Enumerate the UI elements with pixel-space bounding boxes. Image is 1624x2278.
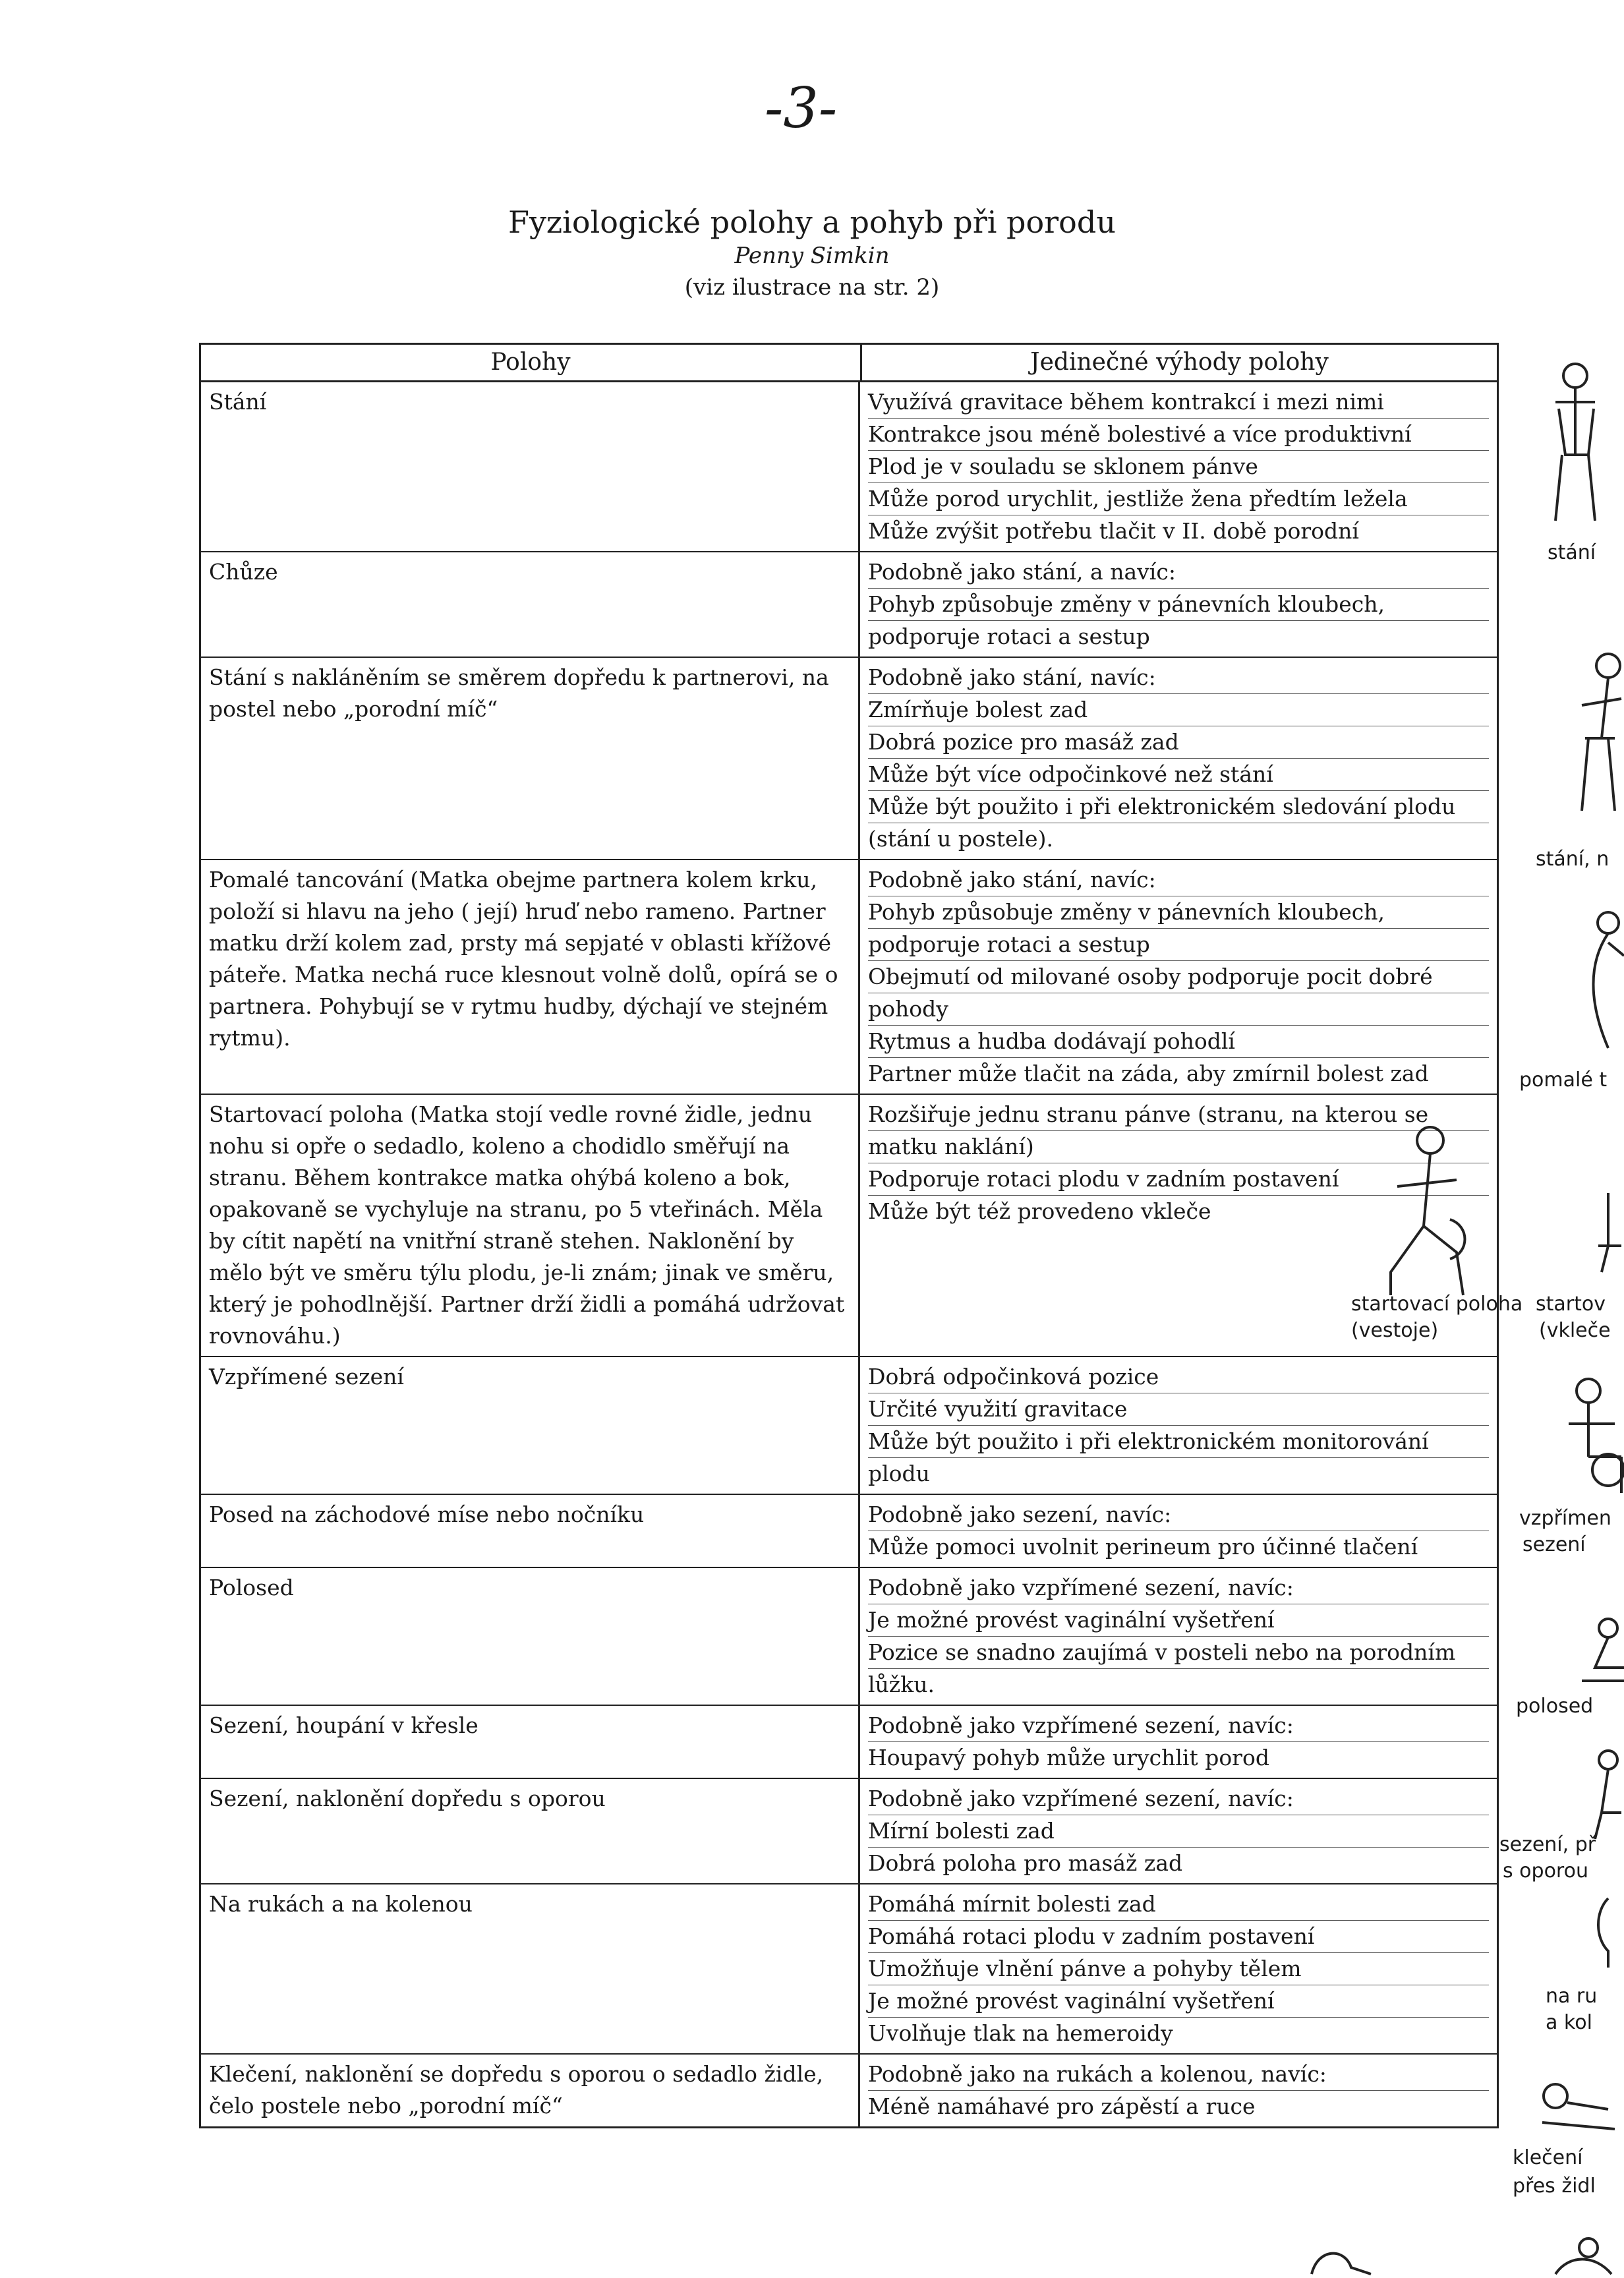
- caption-hands-knees-1: na ru: [1546, 1985, 1598, 2008]
- table-header: [201, 345, 1497, 382]
- position-name-cell: Startovací poloha (Matka stojí vedle rovné židle, jednu nohu si opře o sedadlo, koleno a chodidlo směřují na stranu. Během kontrakce matka ohýbá koleno a bok, opakovaně se vychyluje na stranu, po 5 vteřinách. Měla by cítit napětí na vnitřní straně stehen. Naklonění by mělo být ve směru týlu plodu, je-li znám; jinak ve směru, který je pohodlnější. Partner drží židli a pomáhá udržovat rovnováhu.): [201, 1095, 860, 1356]
- caption-lunge-standing-1: startovací poloha: [1351, 1293, 1523, 1316]
- table-body: [201, 382, 1497, 2126]
- position-name-cell: Sezení, houpání v křesle: [201, 1706, 860, 1778]
- advantage-line: Podobně jako stání, navíc:: [868, 864, 1489, 896]
- table-row: [201, 1884, 1497, 2055]
- document-author: Penny Simkin: [734, 243, 890, 269]
- hands-and-knees-figure-illustration: [1588, 1892, 1624, 1971]
- position-name-cell: Stání: [201, 382, 860, 551]
- advantage-line: Může porod urychlit, jestliže žena předtím ležela: [868, 483, 1489, 515]
- bottom-figure-illustration-right: [1549, 2234, 1615, 2278]
- upright-sitting-figure-illustration: [1555, 1371, 1624, 1496]
- advantages-cell: [860, 1884, 1497, 2053]
- advantage-line: Dobrá poloha pro masáž zad: [868, 1850, 1183, 1876]
- advantage-line: Může zvýšit potřebu tlačit v II. době porodní: [868, 518, 1359, 544]
- position-name-cell: Na rukách a na kolenou: [201, 1884, 860, 2053]
- advantage-line: Dobrá pozice pro masáž zad: [868, 726, 1489, 759]
- position-name-cell: Posed na záchodové míse nebo nočníku: [201, 1495, 860, 1567]
- position-name-cell: Sezení, naklonění dopředu s oporou: [201, 1779, 860, 1883]
- lunge-kneeling-figure-illustration: [1595, 1186, 1624, 1279]
- advantage-line: Uvolňuje tlak na hemeroidy: [868, 2020, 1173, 2046]
- advantage-line: Pohyb způsobuje změny v pánevních kloubech,: [868, 589, 1489, 621]
- advantages-cell: [860, 658, 1497, 859]
- advantage-line: Podobně jako vzpřímené sezení, navíc:: [868, 1710, 1489, 1742]
- advantage-line: pohody: [868, 993, 1489, 1026]
- advantages-cell: [860, 1779, 1497, 1883]
- caption-slow-dancing: pomalé t: [1519, 1068, 1608, 1092]
- table-row: [201, 1706, 1497, 1779]
- advantages-cell: [860, 1495, 1497, 1567]
- advantages-cell: [860, 860, 1497, 1094]
- advantage-line: Podporuje rotaci plodu v zadním postavení: [868, 1163, 1489, 1196]
- table-row: [201, 1095, 1497, 1357]
- caption-forward-sitting-1: sezení, př: [1499, 1833, 1596, 1856]
- advantage-line: Podobně jako vzpřímené sezení, navíc:: [868, 1783, 1489, 1815]
- advantage-line: Pohyb způsobuje změny v pánevních kloubech,: [868, 896, 1489, 929]
- advantage-line: Využívá gravitace během kontrakcí i mezi nimi: [868, 386, 1489, 419]
- advantage-line: Pomáhá mírnit bolesti zad: [868, 1888, 1489, 1921]
- advantage-line: Umožňuje vlnění pánve a pohyby tělem: [868, 1953, 1489, 1985]
- advantage-line: Podobně jako stání, navíc:: [868, 662, 1489, 694]
- advantages-cell: [860, 1706, 1497, 1778]
- position-name-cell: Pomalé tancování (Matka obejme partnera kolem krku, položí si hlavu na jeho ( její) hruď nebo rameno. Partner matku drží kolem zad, prsty má sepjaté v oblasti křížové páteře. Matka nechá ruce klesnout volně dolů, opírá se o partnera. Pohybují se v rytmu hudby, dýchají ve stejném rytmu).: [201, 860, 860, 1094]
- advantages-cell: [860, 552, 1497, 657]
- advantage-line: Může pomoci uvolnit perineum pro účinné tlačení: [868, 1534, 1418, 1560]
- bottom-figure-illustration-left: [1305, 2241, 1378, 2278]
- advantage-line: Podobně jako stání, a navíc:: [868, 556, 1489, 589]
- advantage-line: podporuje rotaci a sestup: [868, 929, 1489, 961]
- advantage-line: Partner může tlačit na záda, aby zmírnil bolest zad: [868, 1061, 1429, 1086]
- advantage-line: (stání u postele).: [868, 826, 1053, 852]
- kneeling-over-chair-figure-illustration: [1529, 2070, 1621, 2136]
- leaning-figure-illustration: [1562, 646, 1624, 817]
- advantage-line: Podobně jako sezení, navíc:: [868, 1499, 1489, 1531]
- lunge-standing-figure-illustration: [1378, 1121, 1476, 1299]
- caption-hands-knees-2: a kol: [1546, 2011, 1592, 2034]
- position-name-cell: Chůze: [201, 552, 860, 657]
- advantage-line: Může být použito i při elektronickém sledování plodu: [868, 791, 1489, 823]
- table-row: [201, 2055, 1497, 2126]
- caption-lunge-kneeling-1: startov: [1536, 1293, 1606, 1316]
- table-row: [201, 1357, 1497, 1495]
- advantages-cell: [860, 382, 1497, 551]
- caption-kneeling-chair-2: přes židl: [1513, 2175, 1596, 2198]
- document-note: (viz ilustrace na str. 2): [684, 274, 940, 301]
- advantage-line: Dobrá odpočinková pozice: [868, 1361, 1489, 1393]
- table-row: [201, 382, 1497, 552]
- advantage-line: podporuje rotaci a sestup: [868, 624, 1150, 649]
- advantage-line: Kontrakce jsou méně bolestivé a více produktivní: [868, 419, 1489, 451]
- advantage-line: Je možné provést vaginální vyšetření: [868, 1985, 1489, 2018]
- column-header-positions: Polohy: [201, 345, 862, 380]
- caption-lunge-kneeling-2: (vkleče: [1539, 1319, 1611, 1342]
- advantage-line: plodu: [868, 1461, 930, 1486]
- advantage-line: Může být použito i při elektronickém monitorování: [868, 1426, 1489, 1458]
- advantage-line: Podobně jako vzpřímené sezení, navíc:: [868, 1572, 1489, 1604]
- advantage-line: Může být též provedeno vkleče: [868, 1198, 1211, 1224]
- advantage-line: Plod je v souladu se sklonem pánve: [868, 451, 1489, 483]
- advantage-line: Určité využití gravitace: [868, 1393, 1489, 1426]
- caption-lunge-standing-2: (vestoje): [1351, 1319, 1439, 1342]
- forward-leaning-sitting-figure-illustration: [1582, 1747, 1624, 1839]
- position-name-cell: Stání s nakláněním se směrem dopředu k partnerovi, na postel nebo „porodní míč“: [201, 658, 860, 859]
- advantage-line: Houpavý pohyb může urychlit porod: [868, 1745, 1269, 1770]
- advantage-line: Je možné provést vaginální vyšetření: [868, 1604, 1489, 1637]
- advantage-line: Pomáhá rotaci plodu v zadním postavení: [868, 1921, 1489, 1953]
- advantage-line: Podobně jako na rukách a kolenou, navíc:: [868, 2059, 1489, 2091]
- caption-upright-sitting-2: sezení: [1522, 1533, 1586, 1556]
- table-row: [201, 1568, 1497, 1706]
- column-header-advantages: Jedinečné výhody polohy: [1030, 349, 1329, 376]
- advantage-line: Rozšiřuje jednu stranu pánve (stranu, na kterou se: [868, 1099, 1489, 1131]
- advantage-line: Obejmutí od milované osoby podporuje pocit dobré: [868, 961, 1489, 993]
- caption-standing: stání: [1548, 541, 1596, 564]
- table-row: [201, 658, 1497, 860]
- advantages-cell: [860, 1357, 1497, 1494]
- table-row: [201, 1495, 1497, 1568]
- advantages-cell: [860, 1568, 1497, 1705]
- caption-semi-sitting: polosed: [1516, 1695, 1594, 1718]
- document-title: Fyziologické polohy a pohyb při porodu: [508, 204, 1116, 240]
- standing-figure-illustration: [1536, 356, 1615, 527]
- table-row: [201, 860, 1497, 1095]
- semi-sitting-figure-illustration: [1575, 1615, 1624, 1687]
- advantage-line: matku naklání): [868, 1131, 1489, 1163]
- advantage-line: Může být více odpočinkové než stání: [868, 759, 1489, 791]
- advantage-line: lůžku.: [868, 1672, 935, 1697]
- caption-kneeling-chair-1: klečení: [1513, 2146, 1583, 2169]
- position-name-cell: Klečení, naklonění se dopředu s oporou o sedadlo židle, čelo postele nebo „porodní míč“: [201, 2055, 860, 2126]
- position-name-cell: Polosed: [201, 1568, 860, 1705]
- positions-table: [199, 343, 1499, 2128]
- advantage-line: Zmírňuje bolest zad: [868, 694, 1489, 726]
- table-row: [201, 552, 1497, 658]
- caption-upright-sitting-1: vzpřímen: [1519, 1507, 1611, 1530]
- caption-forward-sitting-2: s oporou: [1503, 1859, 1588, 1883]
- advantage-line: Pozice se snadno zaujímá v posteli nebo na porodním: [868, 1637, 1489, 1669]
- slow-dancing-figure-illustration: [1575, 903, 1624, 1055]
- caption-leaning: stání, n: [1536, 848, 1610, 871]
- advantages-cell: [860, 2055, 1497, 2126]
- page-number: -3-: [765, 76, 838, 140]
- advantage-line: Rytmus a hudba dodávají pohodlí: [868, 1026, 1489, 1058]
- position-name-cell: Vzpřímené sezení: [201, 1357, 860, 1494]
- advantage-line: Mírní bolesti zad: [868, 1815, 1489, 1848]
- table-row: [201, 1779, 1497, 1884]
- advantage-line: Méně namáhavé pro zápěstí a ruce: [868, 2093, 1256, 2119]
